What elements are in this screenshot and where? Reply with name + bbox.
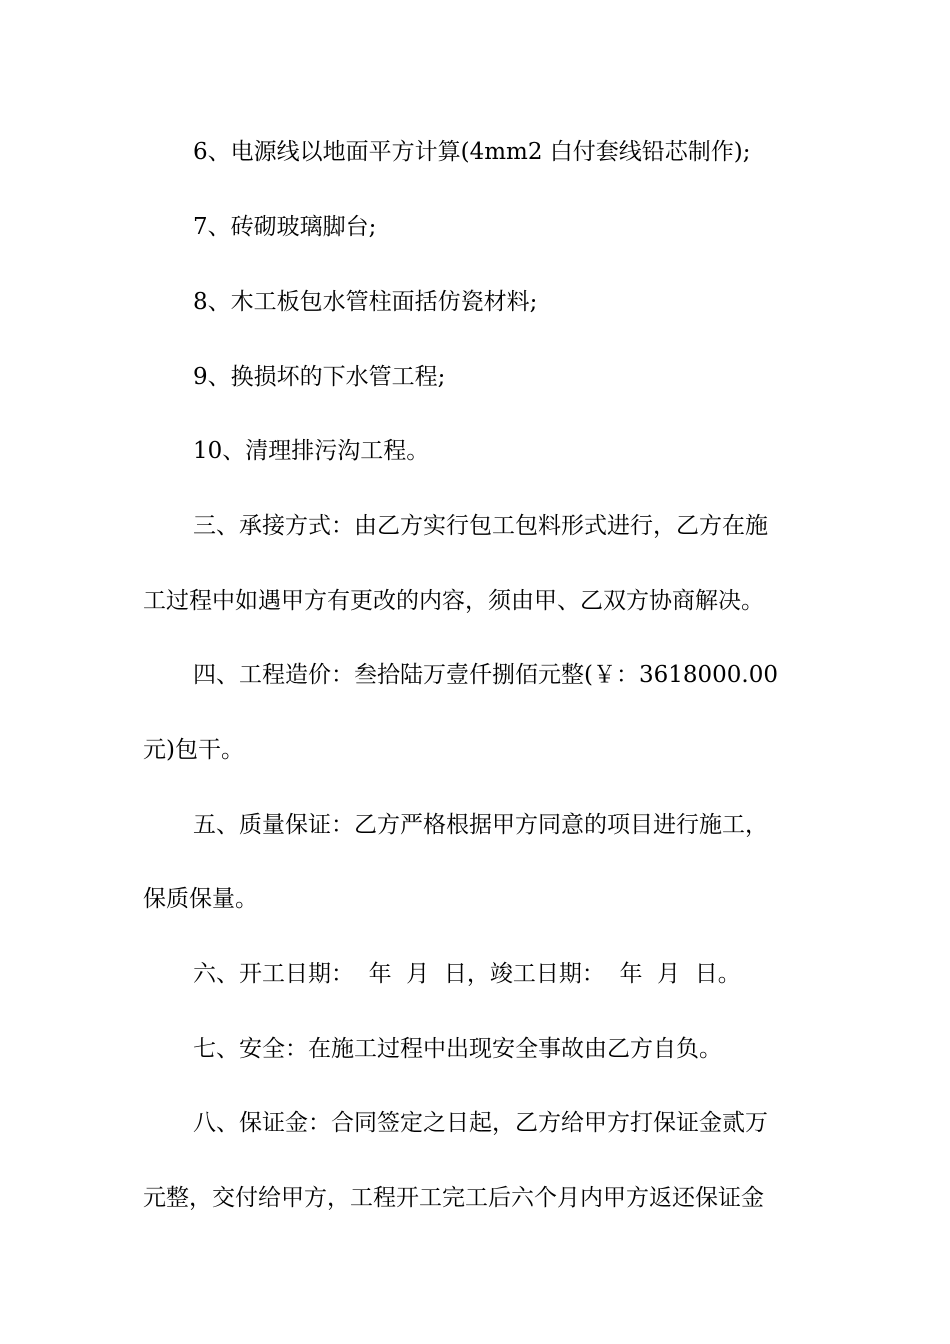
item-6-power-cable: 6、电源线以地面平方计算(4mm2 白付套线铅芯制作); (193, 139, 751, 165)
clause-4-project-cost: 四、工程造价：叁拾陆万壹仟捌佰元整(￥：3618000.00 (193, 662, 778, 688)
clause-3-contract-method: 三、承接方式：由乙方实行包工包料形式进行，乙方在施 (193, 513, 768, 539)
item-7-brick-platform: 7、砖砌玻璃脚台; (193, 214, 377, 240)
clause-6-dates: 六、开工日期： 年 月 日，竣工日期： 年 月 日。 (193, 961, 741, 987)
item-10-sewer-cleaning: 10、清理排污沟工程。 (193, 438, 430, 464)
clause-3-continued: 工过程中如遇甲方有更改的内容，须由甲、乙双方协商解决。 (143, 588, 764, 614)
clause-5-quality: 五、质量保证：乙方严格根据甲方同意的项目进行施工， (193, 812, 768, 838)
clause-5-continued: 保质保量。 (143, 886, 258, 912)
clause-7-safety: 七、安全：在施工过程中出现安全事故由乙方自负。 (193, 1036, 722, 1062)
clause-8-deposit: 八、保证金：合同签定之日起，乙方给甲方打保证金贰万 (193, 1110, 768, 1136)
clause-8-continued: 元整，交付给甲方，工程开工完工后六个月内甲方返还保证金 (143, 1185, 764, 1211)
clause-4-continued: 元)包干。 (143, 737, 244, 763)
item-9-drain-pipe: 9、换损坏的下水管工程; (193, 364, 446, 390)
item-8-pipe-cladding: 8、木工板包水管柱面括仿瓷材料; (193, 289, 538, 315)
